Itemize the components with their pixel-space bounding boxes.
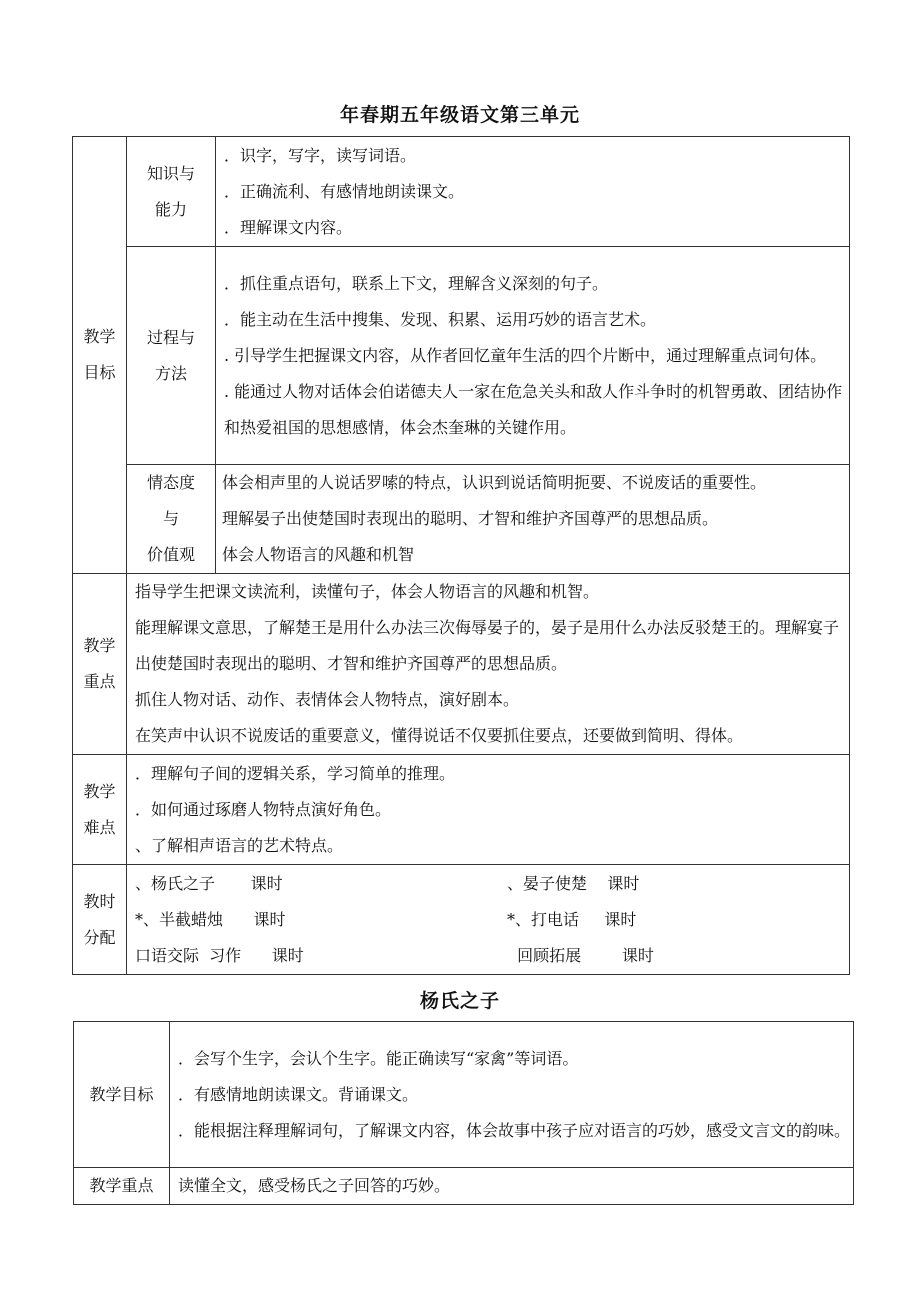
lesson-key-label: 教学重点 — [74, 1168, 170, 1205]
lesson-title: 杨氏之子 — [419, 990, 500, 1012]
allocation-content — [127, 865, 850, 975]
knowledge-label: 知识与 能力 — [127, 137, 216, 247]
lesson-key-content: 读懂全文，感受杨氏之子回答的巧妙。 — [170, 1168, 854, 1205]
teaching-goals-label: 教学 目标 — [73, 137, 127, 574]
lesson-goals-content: ．会写个生字，会认个生字。能正确读写“家禽”等词语。 ．有感情地朗读课文。背诵课文。 ．能根据注释理解词句，了解课文内容，体会故事中孩子应对语言的巧妙，感受文言文的韵味。 — [170, 1022, 854, 1168]
attitude-label: 情态度 与 价值观 — [127, 465, 216, 574]
allocation-row: 、杨氏之子 课时 、晏子使楚 课时 — [135, 873, 640, 893]
difficulties-content: ．理解句子间的逻辑关系，学习简单的推理。 ．如何通过琢磨人物特点演好角色。 、了解相声语言的艺术特点。 — [127, 755, 850, 865]
knowledge-content: ．识字，写字，读写词语。 ．正确流利、有感情地朗读课文。 ．理解课文内容。 — [216, 137, 850, 247]
key-points-label: 教学 重点 — [73, 574, 127, 755]
process-label: 过程与 方法 — [127, 247, 216, 465]
page-title: 年春期五年级语文第三单元 — [339, 104, 580, 126]
allocation-label: 教时 分配 — [73, 865, 127, 975]
lesson-plan-table — [73, 1021, 854, 1205]
allocation-row: 口语交际 习作 课时 回顾拓展 课时 — [135, 945, 654, 965]
process-content: ．抓住重点语句，联系上下文，理解含义深刻的句子。 ．能主动在生活中搜集、发现、积累、运用巧妙的语言艺术。 . 引导学生把握课文内容，从作者回忆童年生活的四个片断中，通过理解重点词句体。 . 能通过人物对话体会伯诺德夫人一家在危急关头和敌人作斗争时的机智勇敢、团结协作和热爱祖国的思想感情，体会杰奎琳的关键作用。 — [216, 247, 850, 465]
allocation-row: *、半截蜡烛 课时 *、打电话 课时 — [135, 909, 637, 929]
lesson-goals-label: 教学目标 — [74, 1022, 170, 1168]
difficulties-label: 教学 难点 — [73, 755, 127, 865]
unit-plan-table — [72, 136, 850, 975]
attitude-content: 体会相声里的人说话罗嗦的特点，认识到说话简明扼要、不说废话的重要性。 理解晏子出使楚国时表现出的聪明、才智和维护齐国尊严的思想品质。 体会人物语言的风趣和机智 — [216, 465, 850, 574]
key-points-content: 指导学生把课文读流利，读懂句子，体会人物语言的风趣和机智。 能理解课文意思，了解楚王是用什么办法三次侮辱晏子的，晏子是用什么办法反驳楚王的。理解宴子出使楚国时表现出的聪明、才智和维护齐国尊严的思想品质。 抓住人物对话、动作、表情体会人物特点，演好剧本。 在笑声中认识不说废话的重要意义，懂得说话不仅要抓住要点，还要做到简明、得体。 — [127, 574, 850, 755]
